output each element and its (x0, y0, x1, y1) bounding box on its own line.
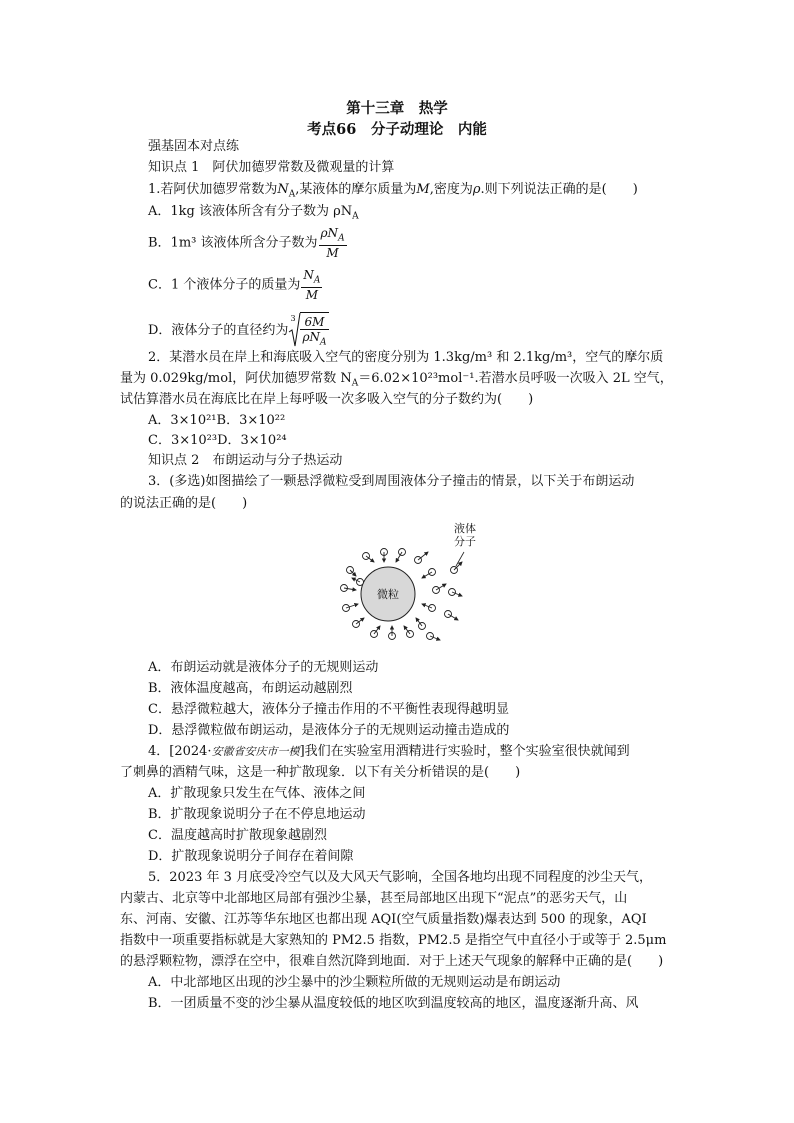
q1-b-den: M (326, 246, 339, 261)
q1-c-num: N (303, 268, 314, 282)
q1-option-c (148, 268, 322, 302)
q5-line-3: 东、河南、安徽、江苏等华东地区也都出现 AQI(空气质量指数)爆表达到 500 的现象，AQI (120, 912, 647, 927)
q3-option-d: D．悬浮微粒做布朗运动，是液体分子的无规则运动撞击造成的 (148, 723, 510, 738)
q4-option-b: B．扩散现象说明分子在不停息地运动 (148, 807, 366, 822)
q3-option-a: A．布朗运动就是液体分子的无规则运动 (148, 660, 379, 675)
brownian-motion-figure (330, 522, 480, 652)
q3-option-c: C．悬浮微粒越大，液体分子撞击作用的不平衡性表现得越明显 (148, 702, 509, 717)
q1-c-num-sub: A (313, 275, 321, 286)
knowledge-point-1: 知识点 1 阿伏加德罗常数及微观量的计算 (148, 160, 395, 175)
q2-line-2b: ＝6.02×10²³mol⁻¹.若潜水员呼吸一次吸入 2L 空气， (358, 371, 673, 386)
fig-label-line-1: 液体 (454, 522, 476, 535)
q5-line-5: 的悬浮颗粒物，漂浮在空中，很难自然沉降到地面．对于上述天气现象的解释中正确的是( ) (120, 954, 664, 969)
q1-option-b-text: B．1m³ 该液体所含分子数为 (148, 235, 318, 251)
q1-stem-d: .则下列说法正确的是( ) (480, 182, 638, 197)
q3-line-2: 的说法正确的是( ) (120, 496, 248, 511)
question-1-stem (148, 181, 638, 204)
q4-line-2: 了刺鼻的酒精气味，这是一种扩散现象．以下有关分析错误的是( ) (120, 765, 521, 780)
knowledge-point-2: 知识点 2 布朗运动与分子热运动 (148, 453, 343, 468)
q1-d-den: ρN (302, 330, 320, 344)
q1-d-num: 6M (300, 315, 328, 330)
q1-option-c-fraction (301, 268, 322, 302)
q1-b-num-sub: A (338, 233, 345, 244)
chapter-title: 第十三章 热学 (346, 100, 448, 117)
q5-line-2: 内蒙古、北京等中北部地区局部有强沙尘暴，甚至局部地区出现下“泥点”的恶劣天气，山 (120, 891, 628, 906)
q2-options-ab: A．3×10²¹B．3×10²² (148, 413, 286, 428)
q2-line-1: 2．某潜水员在岸上和海底吸入空气的密度分别为 1.3kg/m³ 和 2.1kg/m³，空气的摩尔质 (148, 350, 664, 365)
q1-stem-b: ,某液体的摩尔质量为 (295, 182, 417, 197)
q3-option-b: B．液体温度越高，布朗运动越剧烈 (148, 681, 353, 696)
q5-option-b: B．一团质量不变的沙尘暴从温度较低的地区吹到温度较高的地区，温度逐渐升高、风 (148, 996, 639, 1011)
q2-line-2-sub: A (351, 378, 359, 389)
q1-rho: ρ (472, 182, 481, 197)
q1-m: M (416, 182, 430, 197)
q1-stem-c: ,密度为 (429, 182, 473, 197)
q4-option-c: C．温度越高时扩散现象越剧烈 (148, 828, 327, 843)
particle-label: 微粒 (377, 588, 399, 601)
q1-option-a-text: A．1kg 该液体所含有分子数为 ρN (148, 204, 353, 219)
q1-d-den-sub: A (320, 337, 327, 348)
q5-line-1: 5．2023 年 3 月底受冷空气以及大风天气影响，全国各地均出现不同程度的沙尘天气， (148, 870, 653, 885)
q1-option-b-fraction (319, 226, 347, 260)
q1-na: N (277, 182, 289, 197)
q1-b-num: ρN (320, 226, 339, 240)
q2-options-cd: C．3×10²³D．3×10²⁴ (148, 433, 287, 448)
section-title: 考点66 分子动理论 内能 (307, 121, 487, 138)
q4-source: 安徽省安庆市一模 (211, 745, 300, 758)
q4-option-a: A．扩散现象只发生在气体、液体之间 (148, 786, 366, 801)
q4-option-d: D．扩散现象说明分子间存在着间隙 (148, 849, 354, 864)
fig-label-line-2: 分子 (454, 535, 476, 548)
q1-c-den: M (305, 288, 318, 303)
q4-line-1 (148, 743, 630, 761)
q1-option-d-radical (288, 312, 328, 349)
q4-line-1a: 4．[2024· (148, 744, 212, 759)
q1-option-a (148, 203, 359, 226)
q2-line-2a: 量为 0.029kg/mol，阿伏加德罗常数 N (120, 371, 352, 386)
practice-heading: 强基固本对点练 (148, 139, 240, 154)
q4-line-1b: ]我们在实验室用酒精进行实验时，整个实验室很快就闻到 (299, 744, 630, 759)
q1-d-index: 3 (290, 314, 296, 323)
q1-option-d (148, 312, 329, 349)
q1-option-b (148, 226, 347, 260)
q1-option-c-text: C．1 个液体分子的质量为 (148, 277, 301, 293)
q5-option-a: A．中北部地区出现的沙尘暴中的沙尘颗粒所做的无规则运动是布朗运动 (148, 975, 561, 990)
q3-line-1: 3．(多选)如图描绘了一颗悬浮微粒受到周围液体分子撞击的情景，以下关于布朗运动 (148, 474, 635, 489)
q2-line-3: 试估算潜水员在海底比在岸上每呼吸一次多吸入空气的分子数约为( ) (120, 392, 534, 407)
q5-line-4: 指数中一项重要指标就是大家熟知的 PM2.5 指数，PM2.5 是指空气中直径小于或等于 2.5μm (120, 933, 667, 948)
liquid-molecule-label (454, 522, 476, 548)
q1-na-sub: A (288, 189, 296, 200)
q1-stem-a: 1.若阿伏加德罗常数为 (148, 182, 278, 197)
q2-line-2 (120, 370, 673, 393)
q1-option-d-text: D．液体分子的直径约为 (148, 323, 289, 339)
q1-option-a-sub: A (352, 211, 359, 222)
